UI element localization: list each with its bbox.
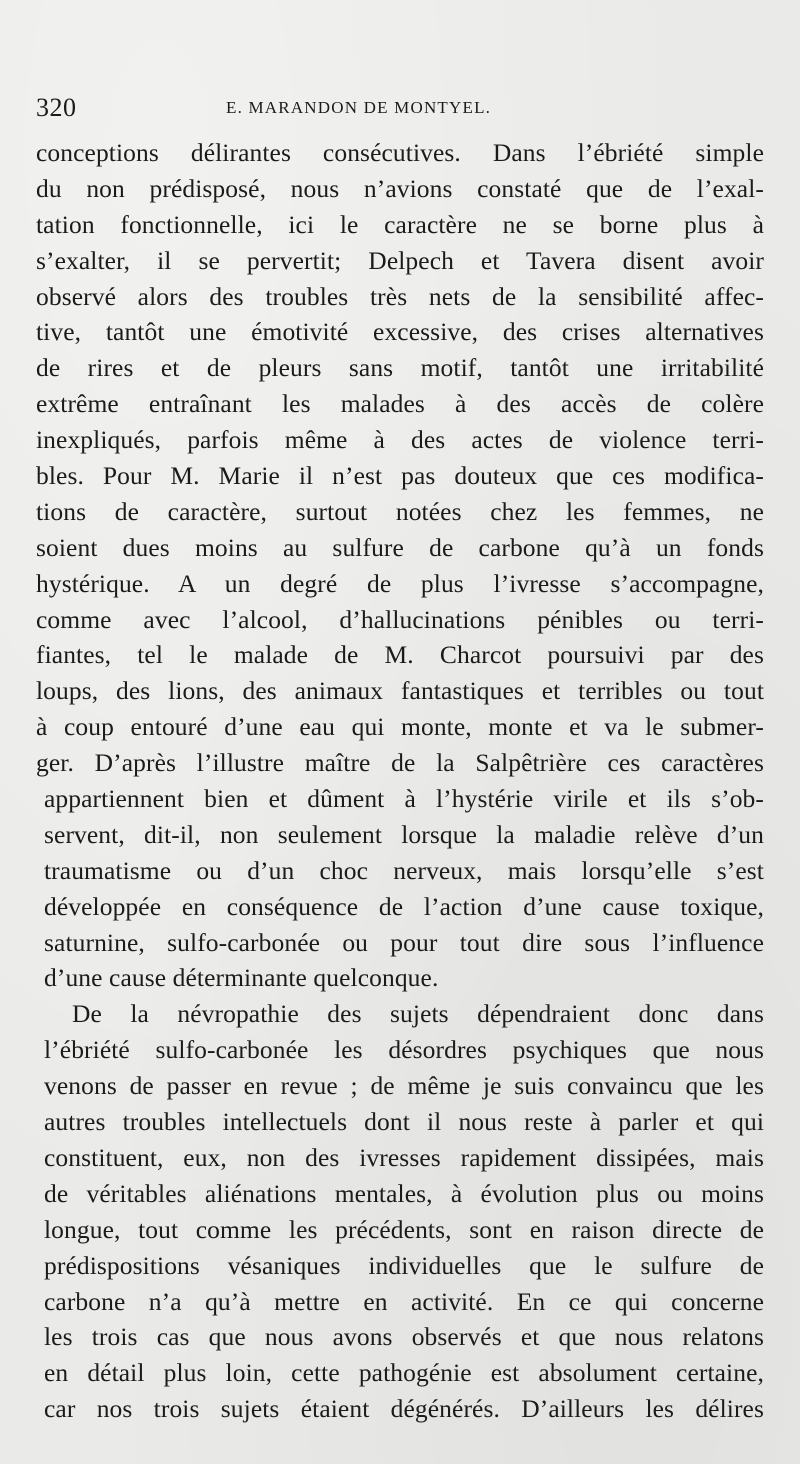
text-line: inexpliqués, parfois même à des actes de violence terri-: [36, 425, 764, 455]
text-line: en détail plus loin, cette pathogénie est absolument certaine,: [44, 1358, 764, 1388]
text-line: conceptions délirantes consécutives. Dans l’ébriété simple: [36, 138, 764, 167]
text-line: de rires et de pleurs sans motif, tantôt une irritabilité: [36, 353, 764, 383]
text-line: constituent, eux, non des ivresses rapidement dissipées, mais: [44, 1142, 764, 1172]
text-line: d’une cause déterminante quelconque.: [44, 963, 439, 993]
text-line: carbone n’a qu’à mettre en activité. En ce qui concerne: [44, 1286, 764, 1316]
text-line: les trois cas que nous avons observés et que nous relatons: [44, 1322, 764, 1352]
text-line: tation fonctionnelle, ici le caractère ne se borne plus à: [36, 209, 764, 239]
text-line: bles. Pour M. Marie il n’est pas douteux que ces modifica-: [36, 461, 764, 491]
text-line: ger. D’après l’illustre maître de la Salpêtrière ces caractères: [36, 748, 764, 778]
text-line: extrême entraînant les malades à des accès de colère: [36, 389, 764, 419]
text-line: du non prédisposé, nous n’avions constaté que de l’exal-: [36, 173, 764, 203]
running-title: E. MARANDON DE MONTYEL.: [226, 98, 492, 117]
text-line: longue, tout comme les précédents, sont en raison directe de: [44, 1214, 764, 1244]
text-line: appartiennent bien et dûment à l’hystérie virile et ils s’ob-: [44, 784, 764, 814]
text-line: à coup entouré d’une eau qui monte, monte et va le submer-: [36, 712, 764, 742]
text-line: soient dues moins au sulfure de carbone qu’à un fonds: [36, 532, 764, 562]
text-line: l’ébriété sulfo-carbonée les désordres psychiques que nous: [44, 1035, 764, 1065]
text-line: traumatisme ou d’un choc nerveux, mais lorsqu’elle s’est: [44, 855, 764, 885]
text-line: prédispositions vésaniques individuelles que le sulfure de: [44, 1250, 764, 1280]
text-line: comme avec l’alcool, d’hallucinations pénibles ou terri-: [36, 604, 764, 634]
text-line: loups, des lions, des animaux fantastiques et terribles ou tout: [36, 676, 764, 706]
text-line: tive, tantôt une émotivité excessive, des crises alternatives: [36, 317, 764, 347]
text-line: fiantes, tel le malade de M. Charcot poursuivi par des: [36, 640, 764, 670]
body-text: [36, 135, 764, 1427]
paragraph-start: De la névropathie des sujets dépendraient donc dans: [72, 999, 764, 1029]
text-line: s’exalter, il se pervertit; Delpech et Tavera disent avoir: [36, 245, 764, 275]
text-line: développée en conséquence de l’action d’une cause toxique,: [44, 891, 764, 921]
text-line: tions de caractère, surtout notées chez les femmes, ne: [36, 496, 764, 526]
text-line: venons de passer en revue ; de même je suis convaincu que les: [44, 1071, 764, 1101]
text-line: saturnine, sulfo-carbonée ou pour tout dire sous l’influence: [44, 927, 764, 957]
text-line: servent, dit-il, non seulement lorsque la maladie relève d’un: [44, 819, 764, 849]
text-line: hystérique. A un degré de plus l’ivresse s’accompagne,: [36, 568, 764, 598]
text-line: observé alors des troubles très nets de la sensibilité affec-: [36, 281, 764, 311]
text-line: de véritables aliénations mentales, à évolution plus ou moins: [44, 1178, 764, 1208]
text-line: car nos trois sujets étaient dégénérés. D’ailleurs les délires: [44, 1394, 764, 1424]
running-head: [36, 88, 764, 128]
text-line: autres troubles intellectuels dont il nous reste à parler et qui: [44, 1107, 764, 1137]
page-number: 320: [36, 93, 77, 122]
